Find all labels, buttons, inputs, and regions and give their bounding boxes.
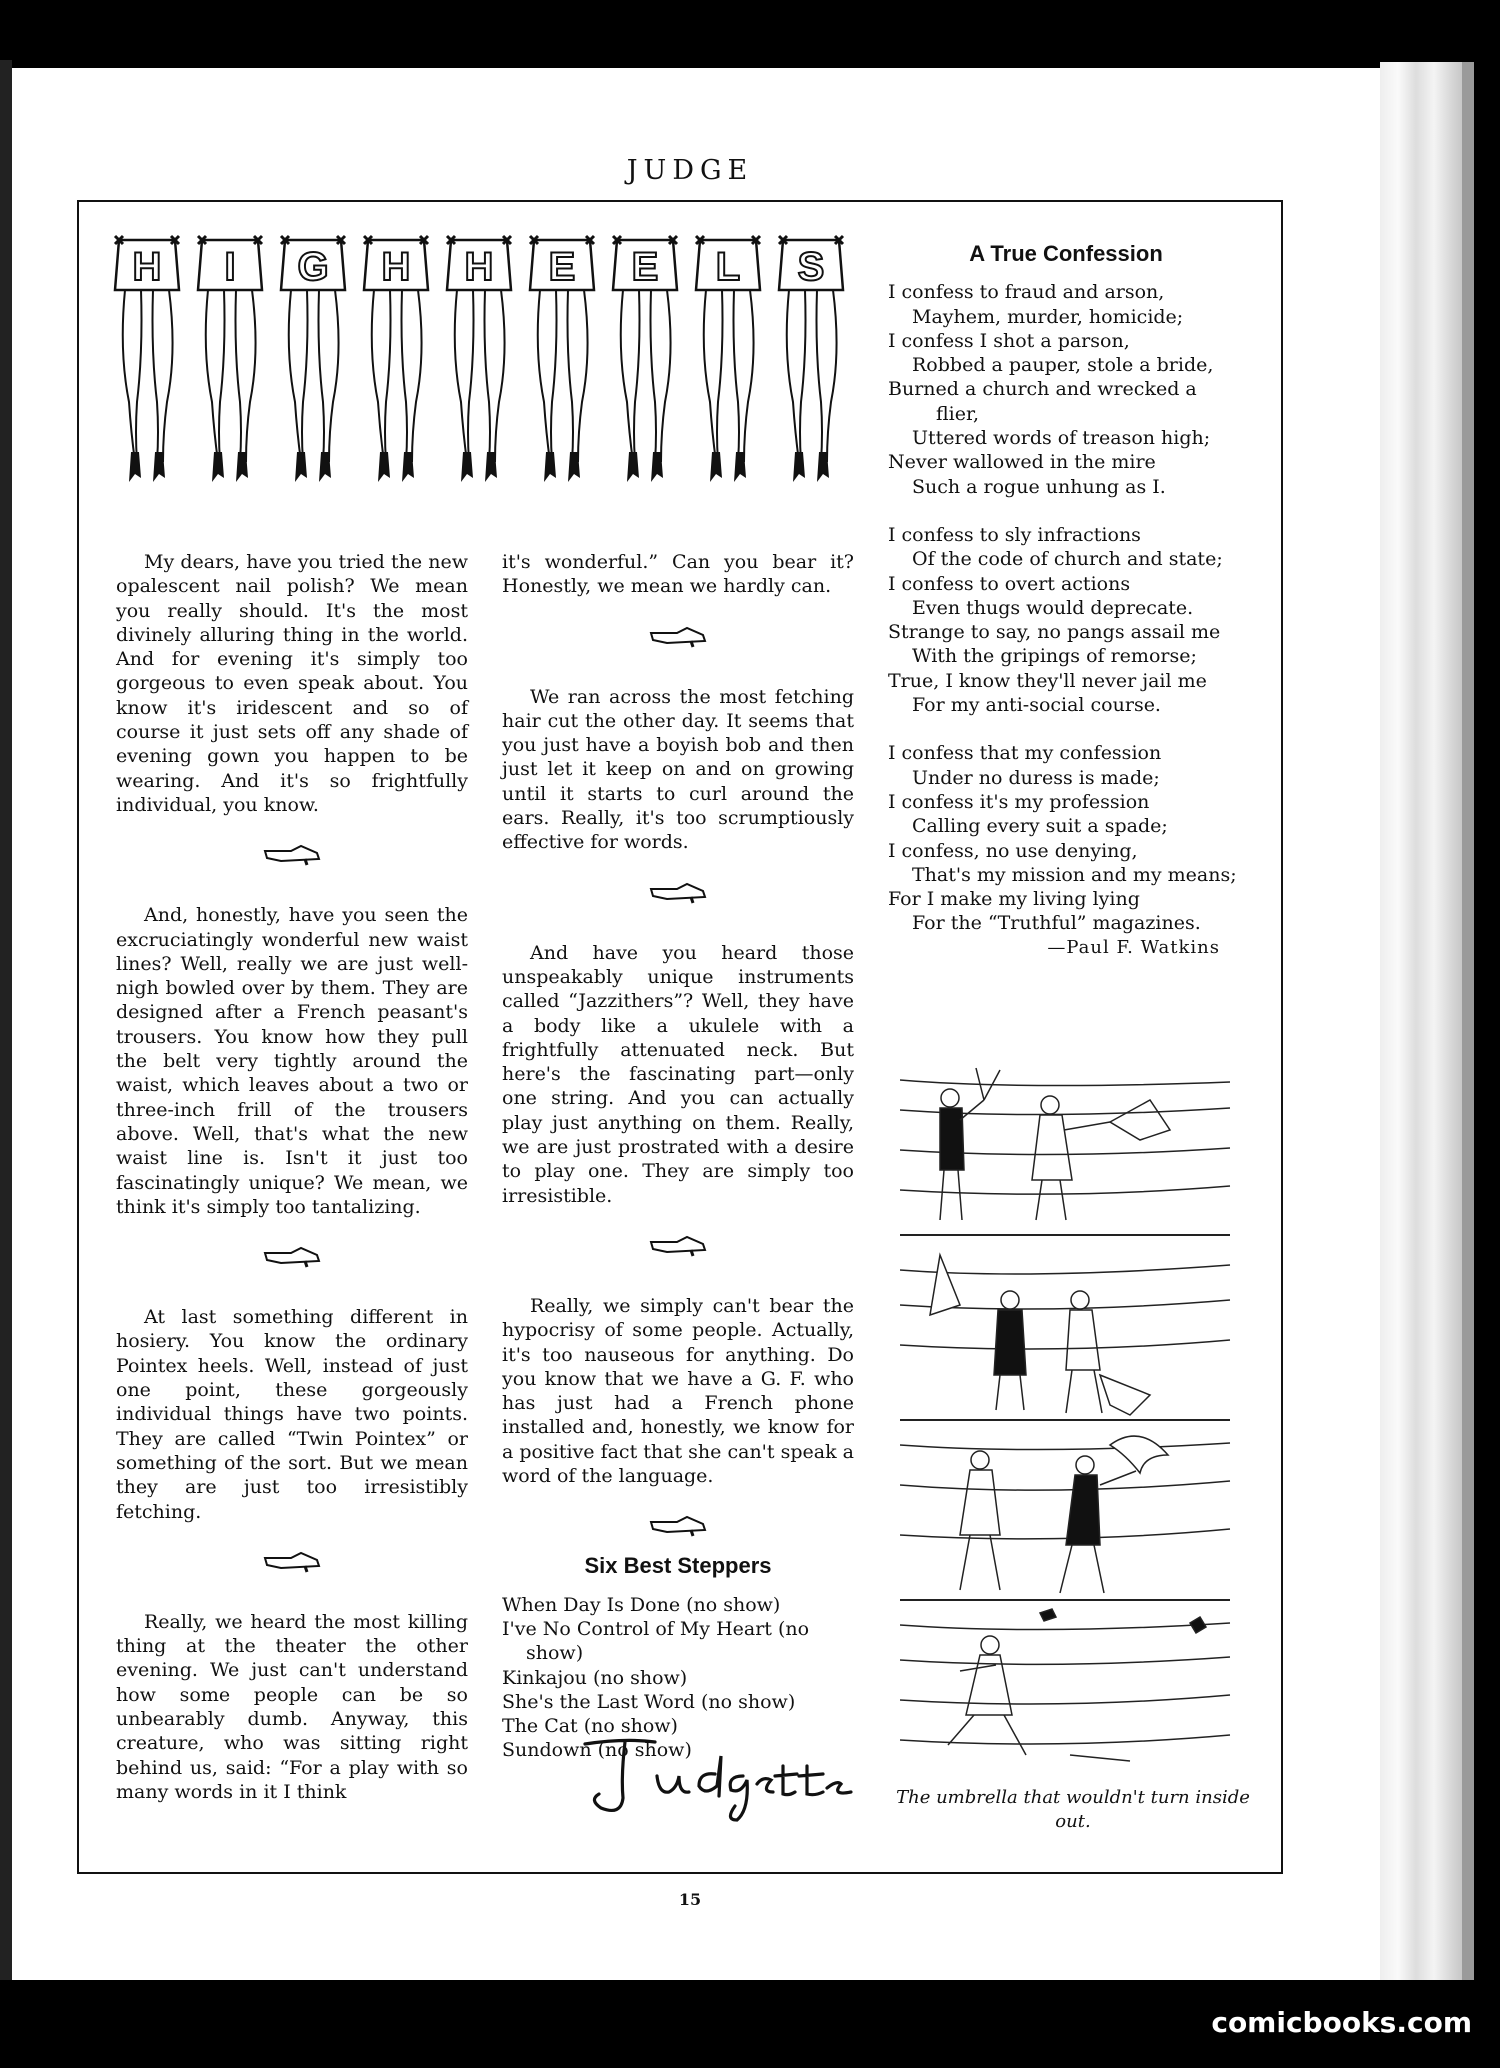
banner-letter-legs [696, 236, 760, 482]
stepper-item: I've No Control of My Heart (no show) [502, 1617, 810, 1665]
banner-letter-legs [530, 236, 594, 482]
banner-letter-legs [198, 236, 262, 482]
paragraph: Really, we heard the most killing thing at the theater the other evening. We just can't understand how some people can be so unbearably dumb. Anyway, this creature, who was sitting right behind us, said: “For a play with so many words in it I think [116, 1610, 468, 1803]
banner-letter-legs [613, 236, 677, 482]
poem-line: For my anti-social course. [912, 694, 1161, 717]
banner-letter: S [797, 245, 825, 289]
poem-line: With the gripings of remorse; [912, 645, 1197, 668]
banner-letter: H [381, 245, 411, 289]
paragraph: My dears, have you tried the new opalescent nail polish? We mean you really should. It's the most divinely alluring thing in the world. And for evening it's simply too gorgeous to even speak about. You know it's iridescent and so of course it just sets off any shade of evening gown you happen to be wearing. And it's so frightfully individual, you know. [116, 551, 468, 816]
poem-column [888, 242, 1244, 960]
stepper-item: When Day Is Done (no show) [502, 1593, 781, 1616]
cartoon-panel-2 [900, 1245, 1240, 1425]
watermark: comicbooks.com [1211, 2006, 1472, 2039]
stepper-item: The Cat (no show) [502, 1715, 678, 1738]
banner-letter: G [297, 245, 329, 289]
paragraph: And have you heard those unspeakably unique instruments called “Jazzithers”? Well, they have a body like a ukulele with a frightfully attenuated neck. But here's the fascinating part—only one string. And you can actually play just anything on them. Really, we are just prostrated with a desire to play one. They are simply too irresistible. [502, 941, 854, 1207]
poem-title: A True Confession [969, 241, 1163, 266]
judgette-signature [565, 1736, 855, 1826]
poem-line: I confess to sly infractions [888, 523, 1141, 546]
shoe-divider-icon [261, 843, 323, 867]
banner-letter: I [224, 245, 236, 289]
book-edge [1462, 62, 1474, 1980]
poem-line: I confess it's my profession [888, 790, 1150, 813]
cartoon-panel-4 [900, 1605, 1240, 1775]
poem-line: Of the code of church and state; [912, 548, 1223, 571]
stepper-item: Sundown (no show) [502, 1739, 692, 1762]
poem-line: Never wallowed in the mire [888, 451, 1156, 474]
shoe-divider-icon [647, 1514, 709, 1538]
poem-line: That's my mission and my means; [912, 863, 1237, 886]
shoe-divider-icon [647, 881, 709, 905]
paragraph: We ran across the most fetching hair cut the other day. It seems that you just have a boyish bob and then just let it keep on and on growing until it starts to curl around the ears. Really, it's too scrumptiously effective for words. [502, 685, 854, 854]
banner-letter-legs [115, 236, 179, 482]
poem-line: Such a rogue unhung as I. [912, 475, 1166, 498]
banner-letter: H [132, 245, 162, 289]
poem-line: Calling every suit a spade; [912, 815, 1168, 838]
paragraph: it's wonderful.” Can you bear it? Honestly, we mean we hardly can. [502, 551, 854, 598]
banner-letter-legs [364, 236, 428, 482]
banner-letter-legs [281, 236, 345, 482]
poem-line: Under no duress is made; [912, 766, 1160, 789]
poem-body [888, 280, 1244, 960]
cartoon-panel-3 [900, 1425, 1240, 1605]
poem-line: True, I know they'll never jail me [888, 669, 1207, 692]
cartoon-panel-1 [900, 1060, 1240, 1240]
binding-edge [0, 60, 12, 1980]
banner-letter-legs [779, 236, 843, 482]
paragraph: Really, we simply can't bear the hypocrisy of some people. Actually, it's too nauseous for anything. Do you know that we have a G. F. who has just had a French phone installed and, honestly, we know for a positive fact that she can't speak a word of the language. [502, 1294, 854, 1488]
high-heels-banner [105, 232, 865, 492]
banner-letter: E [631, 245, 659, 289]
poem-author: —Paul F. Watkins [1047, 936, 1220, 958]
shoe-divider-icon [647, 625, 709, 649]
page-number: 15 [678, 1890, 702, 1909]
stepper-item: Kinkajou (no show) [502, 1666, 688, 1689]
column-1 [116, 550, 468, 1804]
poem-line: Burned a church and wrecked a flier, [888, 378, 1197, 425]
poem-line: For the “Truthful” magazines. [912, 912, 1201, 935]
poem-line: I confess to fraud and arson, [888, 281, 1165, 304]
shoe-divider-icon [261, 1550, 323, 1574]
paragraph: At last something different in hosiery. You know the ordinary Pointex heels. Well, instead of just one point, these gorgeously individual things have two points. They are called “Twin Pointex” or something of the sort. But we mean they are just too irresistibly fetching. [116, 1306, 468, 1523]
poem-line: Strange to say, no pangs assail me [888, 621, 1221, 644]
shoe-divider-icon [647, 1234, 709, 1258]
poem-line: Uttered words of treason high; [912, 427, 1211, 450]
poem-line: Mayhem, murder, homicide; [912, 305, 1184, 328]
stepper-item: She's the Last Word (no show) [502, 1690, 796, 1713]
page-stack-edge [1380, 62, 1470, 1980]
poem-line: I confess, no use denying, [888, 839, 1138, 862]
poem-line: I confess to overt actions [888, 572, 1131, 595]
banner-letter: H [464, 245, 494, 289]
banner-letter: L [715, 245, 741, 289]
poem-line: Even thugs would deprecate. [912, 596, 1194, 619]
shoe-divider-icon [261, 1245, 323, 1269]
poem-line: Robbed a pauper, stole a bride, [912, 354, 1214, 377]
steppers-title: Six Best Steppers [584, 1553, 772, 1579]
cartoon-caption: The umbrella that wouldn't turn inside out. [896, 1787, 1250, 1832]
banner-letter: E [548, 245, 576, 289]
paragraph: And, honestly, have you seen the excruciatingly wonderful new waist lines? Well, really we are just well-nigh bowled over by them. They are designed after a French peasant's trousers. You know how they pull the belt very tightly around the waist, which leaves about a two or three-inch frill of the trousers above. Well, that's what the new waist line is. Isn't it just too fascinatingly unique? We mean, we think it's simply too tantalizing. [116, 904, 468, 1218]
column-2 [502, 550, 854, 1763]
banner-letter-legs [447, 236, 511, 482]
magazine-header: JUDGE [626, 155, 754, 186]
poem-line: I confess I shot a parson, [888, 329, 1130, 352]
poem-line: I confess that my confession [888, 742, 1162, 765]
poem-line: For I make my living lying [888, 888, 1140, 911]
